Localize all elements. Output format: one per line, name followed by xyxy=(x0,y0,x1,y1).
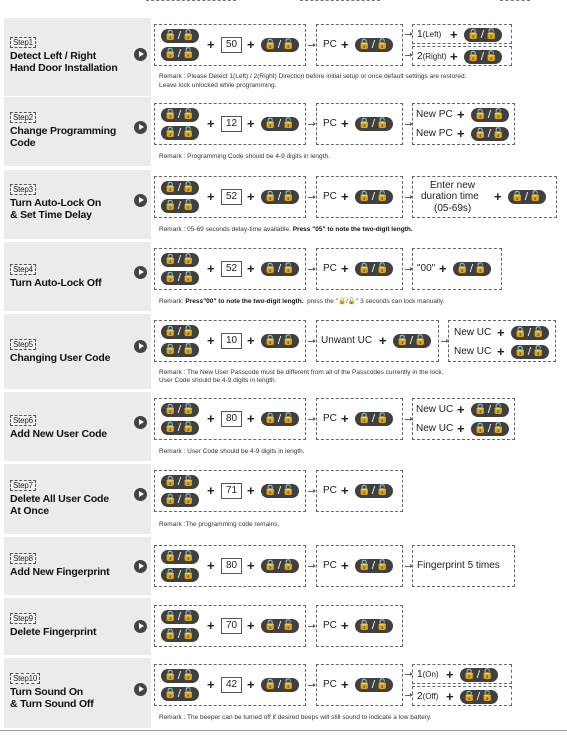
step-title: Add New Fingerprint xyxy=(10,566,110,578)
lock-key-icon: 🔒/🔓 xyxy=(261,412,299,426)
option-sub: (Left) xyxy=(422,30,442,39)
plus-sign: + xyxy=(497,344,505,359)
lock-key-icon: 🔒/🔓 xyxy=(355,262,393,276)
plus-sign: + xyxy=(207,618,215,633)
code-number: 50 xyxy=(221,37,242,53)
code-number: 52 xyxy=(221,261,242,277)
plus-sign: + xyxy=(207,333,215,348)
header-dash xyxy=(146,0,236,3)
lock-key-icon: 🔒/🔓 xyxy=(161,568,199,582)
plus-sign: + xyxy=(247,483,255,498)
step-row-1 xyxy=(4,18,559,96)
pc-label: PC xyxy=(323,485,337,496)
step-row-3 xyxy=(4,170,559,239)
step-label xyxy=(10,36,118,74)
step-label xyxy=(10,552,109,578)
step-row-6 xyxy=(4,392,559,461)
remark-text: User Code should be 4-9 digits in length. xyxy=(159,377,277,384)
code-number: 80 xyxy=(221,558,242,574)
new-uc-label: New UC xyxy=(416,423,454,434)
play-arrow-icon xyxy=(134,194,147,207)
fingerprint-label: Fingerprint 5 times xyxy=(417,560,500,571)
step-label xyxy=(10,612,96,638)
option-number: 1 xyxy=(417,29,423,40)
plus-sign: + xyxy=(494,189,502,204)
lock-key-icon: 🔒/🔓 xyxy=(161,126,199,140)
plus-sign: + xyxy=(207,411,215,426)
plus-sign: + xyxy=(341,558,349,573)
step-row-5 xyxy=(4,314,559,389)
arrow-right-icon xyxy=(308,685,313,686)
plus-sign: + xyxy=(341,37,349,52)
plus-sign: + xyxy=(207,116,215,131)
option-2 xyxy=(417,691,438,703)
lock-key-icon: 🔒/🔓 xyxy=(261,38,299,52)
option-number: 2 xyxy=(417,691,423,702)
remark-text xyxy=(159,298,445,306)
plus-sign: + xyxy=(247,411,255,426)
new-uc-label: New UC xyxy=(454,327,492,338)
plus-sign: + xyxy=(341,483,349,498)
arrow-right-icon xyxy=(308,269,313,270)
lock-key-icon: 🔒/🔓 xyxy=(464,28,502,42)
step-tag: Step2 xyxy=(10,112,36,123)
step-row-7 xyxy=(4,464,559,534)
arrow-right-icon xyxy=(308,341,313,342)
step-row-10 xyxy=(4,658,559,728)
lock-key-icon: 🔒/🔓 xyxy=(161,550,199,564)
enter-new-label: Enter new xyxy=(430,180,476,191)
pc-label: PC xyxy=(323,620,337,631)
lock-key-icon: 🔒/🔓 xyxy=(161,271,199,285)
step-panel xyxy=(151,18,560,96)
arrow-right-icon xyxy=(405,419,410,420)
remark-text: Remark : Programming Code should be 4-9 digits in length. xyxy=(159,153,330,160)
lock-key-icon: 🔒/🔓 xyxy=(161,475,199,489)
arrow-right-icon xyxy=(405,269,410,270)
header-dash xyxy=(500,0,530,3)
lock-key-icon: 🔒/🔓 xyxy=(355,117,393,131)
arrow-right-icon xyxy=(308,45,313,46)
step-label xyxy=(10,414,107,440)
play-arrow-icon xyxy=(134,121,147,134)
new-uc-label: New UC xyxy=(416,404,454,415)
step-title: Turn Auto-Lock Off xyxy=(10,277,102,289)
option-1 xyxy=(417,669,439,681)
arrow-right-icon xyxy=(405,55,410,56)
new-uc-label: New UC xyxy=(454,346,492,357)
plus-sign: + xyxy=(446,667,454,682)
lock-key-icon: 🔒/🔓 xyxy=(511,326,549,340)
arrow-right-icon xyxy=(308,419,313,420)
arrow-right-icon xyxy=(405,124,410,125)
plus-sign: + xyxy=(446,689,454,704)
step-panel xyxy=(151,242,560,311)
lock-key-icon: 🔒/🔓 xyxy=(261,190,299,204)
step-tag: Step9 xyxy=(10,613,36,624)
arrow-right-icon xyxy=(405,34,410,35)
plus-sign: + xyxy=(341,116,349,131)
lock-key-icon: 🔒/🔓 xyxy=(161,325,199,339)
option-2 xyxy=(417,51,447,63)
lock-key-icon: 🔒/🔓 xyxy=(471,422,509,436)
plus-sign: + xyxy=(450,49,458,64)
plus-sign: + xyxy=(207,558,215,573)
play-arrow-icon xyxy=(134,560,147,573)
new-pc-label: New PC xyxy=(416,128,453,139)
code-number: 80 xyxy=(221,411,242,427)
lock-key-icon: 🔒/🔓 xyxy=(161,199,199,213)
lock-key-icon: 🔒/🔓 xyxy=(460,668,498,682)
step-title: Delete All User Code At Once xyxy=(10,493,109,517)
plus-sign: + xyxy=(247,261,255,276)
lock-key-icon: 🔒/🔓 xyxy=(161,29,199,43)
range-label: (05-69s) xyxy=(434,203,472,214)
arrow-right-icon xyxy=(405,695,410,696)
header-dash xyxy=(300,0,380,3)
lock-key-icon: 🔒/🔓 xyxy=(161,108,199,122)
lock-key-icon: 🔒/🔓 xyxy=(460,690,498,704)
step-title: Changing User Code xyxy=(10,352,111,364)
play-arrow-icon xyxy=(134,620,147,633)
lock-key-icon: 🔒/🔓 xyxy=(261,334,299,348)
lock-key-icon: 🔒/🔓 xyxy=(161,628,199,642)
step-tag: Step8 xyxy=(10,553,36,564)
lock-key-icon: 🔒/🔓 xyxy=(161,421,199,435)
plus-sign: + xyxy=(247,189,255,204)
play-arrow-icon xyxy=(134,266,147,279)
plus-sign: + xyxy=(207,677,215,692)
lock-key-icon: 🔒/🔓 xyxy=(471,127,509,141)
step-panel xyxy=(151,392,560,461)
step-label xyxy=(10,263,101,289)
step-title: Delete Fingerprint xyxy=(10,626,97,638)
remark-bold: Press "05" to note the two-digit length. xyxy=(292,226,413,233)
pc-label: PC xyxy=(323,679,337,690)
plus-sign: + xyxy=(379,333,387,348)
plus-sign: + xyxy=(341,677,349,692)
option-number: 2 xyxy=(417,51,423,62)
option-number: 1 xyxy=(417,669,423,680)
remark-plain: Remark: xyxy=(159,298,184,305)
plus-sign: + xyxy=(207,261,215,276)
step-row-2 xyxy=(4,97,559,166)
lock-key-icon: 🔒/🔓 xyxy=(355,678,393,692)
step-label xyxy=(10,479,109,517)
step-tag: Step3 xyxy=(10,184,36,195)
option-1 xyxy=(417,29,441,41)
plus-sign: + xyxy=(207,189,215,204)
step-label xyxy=(10,183,101,221)
code-number: 70 xyxy=(221,618,242,634)
lock-key-icon: 🔒/🔓 xyxy=(511,345,549,359)
play-arrow-icon xyxy=(134,683,147,696)
plus-sign: + xyxy=(497,325,505,340)
lock-key-icon: 🔒/🔓 xyxy=(393,334,431,348)
step-row-4 xyxy=(4,242,559,311)
lock-key-icon: 🔒/🔓 xyxy=(355,619,393,633)
lock-key-icon: 🔒/🔓 xyxy=(261,678,299,692)
arrow-right-icon xyxy=(308,566,313,567)
step-title: Add New User Code xyxy=(10,428,107,440)
lock-key-icon: 🔒/🔓 xyxy=(261,117,299,131)
plus-sign: + xyxy=(341,189,349,204)
plus-sign: + xyxy=(457,421,465,436)
plus-sign: + xyxy=(247,116,255,131)
option-sub: (Right) xyxy=(422,52,447,61)
step-panel xyxy=(151,97,560,166)
plus-sign: + xyxy=(341,261,349,276)
step-row-8 xyxy=(4,537,559,595)
arrow-right-icon xyxy=(308,491,313,492)
arrow-right-icon xyxy=(308,124,313,125)
arrow-right-icon xyxy=(308,197,313,198)
step-label xyxy=(10,111,116,149)
step-row-9 xyxy=(4,598,559,655)
lock-key-icon: 🔒/🔓 xyxy=(161,47,199,61)
plus-sign: + xyxy=(341,618,349,633)
remark-text: Remark : The beeper can be turned off if desired beeps will still sound to indicate a low battery. xyxy=(159,714,432,721)
play-arrow-icon xyxy=(134,340,147,353)
lock-key-icon: 🔒/🔓 xyxy=(355,190,393,204)
arrow-right-icon xyxy=(405,674,410,675)
code-number: 52 xyxy=(221,189,242,205)
step-title: Turn Sound On & Turn Sound Off xyxy=(10,686,94,710)
duration-time-label: duration time xyxy=(421,191,479,202)
remark-text: Remark : Please Detect 1(Left) / 2(Right) Direction before initial setup or once default settings are restored. xyxy=(159,73,467,80)
lock-key-icon: 🔒/🔓 xyxy=(355,559,393,573)
pc-label: PC xyxy=(323,413,337,424)
play-arrow-icon xyxy=(134,48,147,61)
lock-key-icon: 🔒/🔓 xyxy=(355,38,393,52)
lock-key-icon: 🔒/🔓 xyxy=(471,108,509,122)
top-border xyxy=(0,0,567,8)
lock-key-icon: 🔒/🔓 xyxy=(161,253,199,267)
plus-sign: + xyxy=(439,261,447,276)
arrow-right-icon xyxy=(308,626,313,627)
step-panel xyxy=(151,658,560,728)
step-title: Detect Left / Right Hand Door Installation xyxy=(10,50,118,74)
plus-sign: + xyxy=(450,27,458,42)
remark-text: Remark : User Code should be 4-9 digits in length. xyxy=(159,448,305,455)
plus-sign: + xyxy=(247,558,255,573)
step-label xyxy=(10,338,110,364)
plus-sign: + xyxy=(247,677,255,692)
plus-sign: + xyxy=(247,618,255,633)
arrow-right-icon xyxy=(405,566,410,567)
plus-sign: + xyxy=(207,37,215,52)
step-tag: Step1 xyxy=(10,37,36,48)
pc-label: PC xyxy=(323,191,337,202)
arrow-right-icon xyxy=(441,341,446,342)
code-number: 12 xyxy=(221,116,242,132)
code-number: 71 xyxy=(221,483,242,499)
step-panel xyxy=(151,170,560,239)
step-title: Change Programming Code xyxy=(10,125,117,149)
plus-sign: + xyxy=(457,107,465,122)
step-label xyxy=(10,672,94,710)
play-arrow-icon xyxy=(134,416,147,429)
step-panel xyxy=(151,314,560,389)
remark-text: Remark : The New User Passcode must be different from all of the Passcodes currently in the lock. xyxy=(159,369,444,376)
step-tag: Step4 xyxy=(10,264,36,275)
lock-key-icon: 🔒/🔓 xyxy=(453,262,491,276)
step-panel xyxy=(151,537,560,595)
lock-key-icon: 🔒/🔓 xyxy=(508,190,546,204)
lock-key-icon: 🔒/🔓 xyxy=(161,610,199,624)
lock-key-icon: 🔒/🔓 xyxy=(261,619,299,633)
lock-key-icon: 🔒/🔓 xyxy=(161,669,199,683)
lock-key-icon: 🔒/🔓 xyxy=(161,687,199,701)
lock-key-icon: 🔒/🔓 xyxy=(464,50,502,64)
lock-key-icon: 🔒/🔓 xyxy=(355,412,393,426)
step-tag: Step6 xyxy=(10,415,36,426)
remark-bold: Press"00" to note the two-digit length. xyxy=(185,298,304,305)
step-panel xyxy=(151,464,560,534)
remark-text xyxy=(159,226,413,234)
option-sub: (On) xyxy=(422,670,439,679)
remark-plain: Remark : 05-69 seconds delay-time available. xyxy=(159,226,291,233)
arrow-right-icon xyxy=(405,197,410,198)
plus-sign: + xyxy=(457,402,465,417)
unwant-uc-label: Unwant UC xyxy=(321,335,373,346)
code-number: 42 xyxy=(221,677,242,693)
step-tag: Step7 xyxy=(10,480,36,491)
code-number: 10 xyxy=(221,333,242,349)
option-sub: (Off) xyxy=(422,692,439,701)
plus-sign: + xyxy=(341,411,349,426)
lock-key-icon: 🔒/🔓 xyxy=(161,403,199,417)
lock-key-icon: 🔒/🔓 xyxy=(161,181,199,195)
lock-key-icon: 🔒/🔓 xyxy=(161,493,199,507)
lock-key-icon: 🔒/🔓 xyxy=(471,403,509,417)
new-pc-label: New PC xyxy=(416,109,453,120)
plus-sign: + xyxy=(207,483,215,498)
pc-label: PC xyxy=(323,39,337,50)
remark-plain: press the "🔒/🔓" 3 seconds can lock manually. xyxy=(307,298,445,305)
lock-key-icon: 🔒/🔓 xyxy=(261,484,299,498)
step-tag: Step5 xyxy=(10,339,36,350)
lock-key-icon: 🔒/🔓 xyxy=(161,343,199,357)
lock-key-icon: 🔒/🔓 xyxy=(261,262,299,276)
pc-label: PC xyxy=(323,263,337,274)
play-arrow-icon xyxy=(134,488,147,501)
pc-label: PC xyxy=(323,560,337,571)
step-tag: Step10 xyxy=(10,673,40,684)
step-panel xyxy=(151,598,560,655)
remark-text: Leave lock unlocked while programming. xyxy=(159,82,277,89)
zero-label: "00" xyxy=(417,263,436,274)
plus-sign: + xyxy=(247,37,255,52)
lock-key-icon: 🔒/🔓 xyxy=(355,484,393,498)
plus-sign: + xyxy=(247,333,255,348)
pc-label: PC xyxy=(323,118,337,129)
step-title: Turn Auto-Lock On & Set Time Delay xyxy=(10,197,102,221)
remark-text: Remark :The programming code remains. xyxy=(159,521,280,528)
bottom-border xyxy=(0,730,567,731)
lock-key-icon: 🔒/🔓 xyxy=(261,559,299,573)
plus-sign: + xyxy=(457,126,465,141)
